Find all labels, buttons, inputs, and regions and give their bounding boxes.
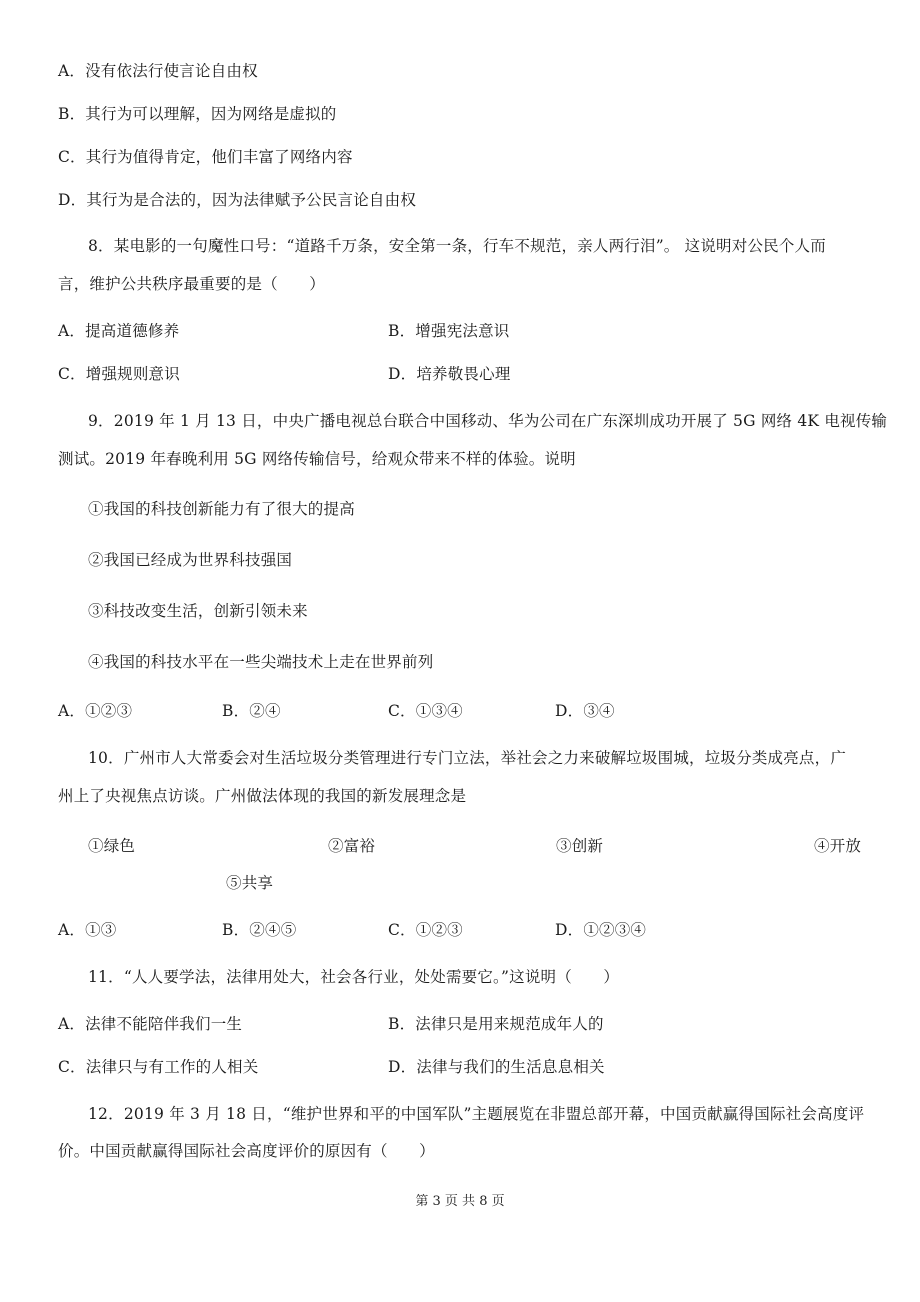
- q11-stem: 11．“人人要学法，法律用处大，社会各行业，处处需要它。”这说明（ ）: [88, 968, 620, 986]
- q10-statement-5: ⑤共享: [226, 874, 274, 892]
- q8-option-b: B．增强宪法意识: [388, 322, 510, 340]
- page-footer: 第 3 页 共 8 页: [415, 1194, 505, 1209]
- q10-statement-3: ③创新: [556, 837, 604, 855]
- q8-stem-line1: 8．某电影的一句魔性口号：“道路千万条，安全第一条，行车不规范，亲人两行泪”。 这说明对公民个人而: [88, 237, 826, 255]
- q11-option-d: D．法律与我们的生活息息相关: [388, 1058, 605, 1076]
- q10-stem-line2: 州上了央视焦点访谈。广州做法体现的我国的新发展理念是: [58, 787, 467, 805]
- q10-option-c: C．①②③: [388, 921, 463, 939]
- q10-option-a: A．①③: [58, 921, 117, 939]
- q10-statement-2: ②富裕: [328, 837, 376, 855]
- q9-option-c: C．①③④: [388, 702, 463, 720]
- q7-option-a: A．没有依法行使言论自由权: [58, 62, 258, 80]
- q11-option-b: B．法律只是用来规范成年人的: [388, 1015, 604, 1033]
- q10-stem-line1: 10．广州市人大常委会对生活垃圾分类管理进行专门立法，举社会之力来破解垃圾围城，垃圾分类成亮点，广: [88, 749, 847, 767]
- q10-statement-1: ①绿色: [88, 837, 136, 855]
- q10-option-b: B．②④⑤: [222, 921, 297, 939]
- q9-statement-4: ④我国的科技水平在一些尖端技术上走在世界前列: [88, 653, 434, 671]
- q9-statement-3: ③科技改变生活，创新引领未来: [88, 602, 308, 620]
- q11-option-a: A．法律不能陪伴我们一生: [58, 1015, 243, 1033]
- q10-statement-4: ④开放: [814, 837, 862, 855]
- q8-option-a: A．提高道德修养: [58, 322, 180, 340]
- q8-option-c: C．增强规则意识: [58, 365, 180, 383]
- q9-option-a: A．①②③: [58, 702, 133, 720]
- q12-stem-line1: 12．2019 年 3 月 18 日，“维护世界和平的中国军队”主题展览在非盟总部开幕，中国贡献赢得国际社会高度评: [88, 1105, 865, 1123]
- q9-option-b: B．②④: [222, 702, 281, 720]
- q8-option-d: D．培养敬畏心理: [388, 365, 511, 383]
- q12-stem-line2: 价。中国贡献赢得国际社会高度评价的原因有（ ）: [58, 1142, 435, 1160]
- q9-statement-2: ②我国已经成为世界科技强国: [88, 551, 293, 569]
- q9-option-d: D．③④: [555, 702, 615, 720]
- q8-stem-line2: 言，维护公共秩序最重要的是（ ）: [58, 275, 325, 293]
- q7-option-b: B．其行为可以理解，因为网络是虚拟的: [58, 105, 337, 123]
- q9-statement-1: ①我国的科技创新能力有了很大的提高: [88, 500, 355, 518]
- q7-option-c: C．其行为值得肯定，他们丰富了网络内容: [58, 148, 353, 166]
- q10-option-d: D．①②③④: [555, 921, 647, 939]
- q7-option-d: D．其行为是合法的，因为法律赋予公民言论自由权: [58, 191, 417, 209]
- q9-stem-line2: 测试。2019 年春晚利用 5G 网络传输信号，给观众带来不样的体验。说明: [58, 450, 576, 468]
- q11-option-c: C．法律只与有工作的人相关: [58, 1058, 259, 1076]
- q9-stem-line1: 9．2019 年 1 月 13 日，中央广播电视总台联合中国移动、华为公司在广东深圳成功开展了 5G 网络 4K 电视传输: [88, 412, 888, 430]
